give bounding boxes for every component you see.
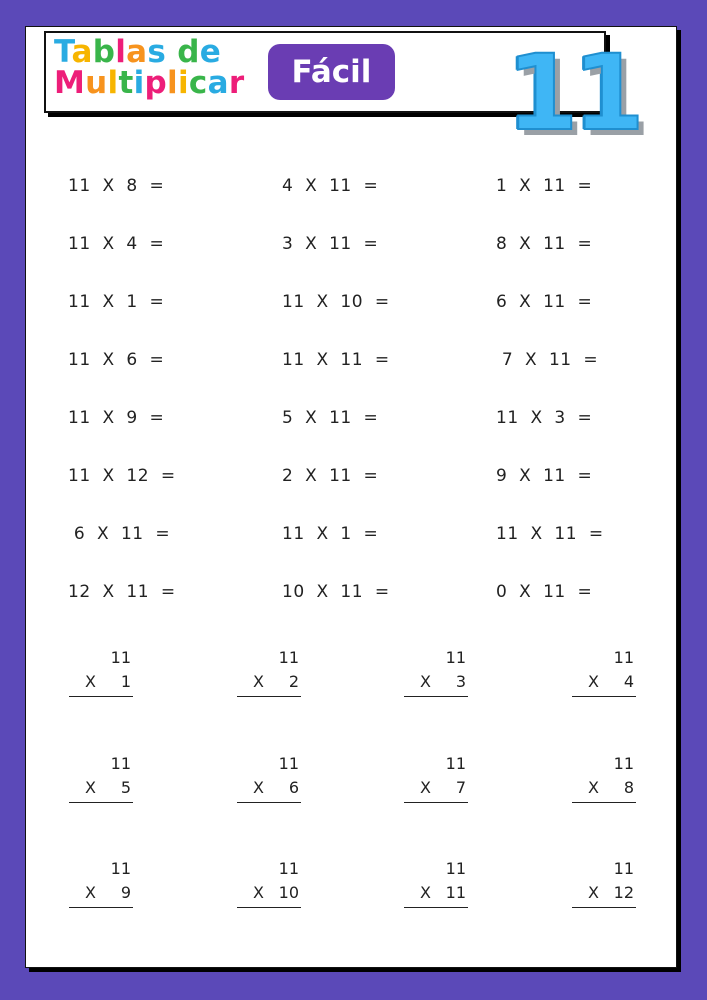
multiplicand: 11 [278,754,299,773]
difficulty-badge: Fácil [268,44,395,100]
title-letter: M [54,65,86,101]
vertical-problem [237,648,301,700]
multiplier: 5 [120,778,131,797]
answer-line [572,907,636,908]
vertical-problem [404,648,468,700]
multiplication-problem: 11 X 1 = [282,524,379,544]
worksheet-header [44,31,639,154]
times-sign: X [588,778,599,797]
vertical-problem [572,754,636,806]
vertical-problem [404,859,468,911]
times-sign: X [420,778,431,797]
multiplicand: 11 [613,648,634,667]
vertical-problem [237,754,301,806]
multiplication-problem: 11 X 1 = [68,292,165,312]
vertical-problem [69,859,133,911]
vertical-problem [237,859,301,911]
multiplication-problem: 11 X 9 = [68,408,165,428]
multiplication-problem: 7 X 11 = [496,350,599,370]
answer-line [237,696,301,697]
title-letter: p [144,65,168,101]
answer-line [237,907,301,908]
multiplication-problem: 6 X 11 = [496,292,593,312]
multiplicand: 11 [445,754,466,773]
vertical-problem [572,859,636,911]
times-sign: X [253,883,264,902]
multiplier: 10 [278,883,299,902]
multiplier: 1 [120,672,131,691]
title-letter: l [107,65,119,101]
multiplier: 9 [120,883,131,902]
vertical-problem [572,648,636,700]
answer-line [404,802,468,803]
title-letter: i [177,65,189,101]
title-letter: l [115,34,127,70]
multiplicand: 11 [445,859,466,878]
multiplication-problem: 11 X 4 = [68,234,165,254]
multiplication-problem: 6 X 11 = [68,524,171,544]
multiplication-problem: 10 X 11 = [282,582,390,602]
answer-line [69,696,133,697]
multiplication-problem: 4 X 11 = [282,176,379,196]
multiplication-problem: 11 X 10 = [282,292,390,312]
multiplicand: 11 [278,859,299,878]
multiplication-problem: 9 X 11 = [496,466,593,486]
answer-line [404,907,468,908]
multiplicand: 11 [613,859,634,878]
title-letter: T [54,34,72,70]
vertical-problem [69,754,133,806]
title-letter: a [207,65,229,101]
times-sign: X [420,883,431,902]
times-sign: X [253,778,264,797]
times-sign: X [85,778,96,797]
title-line-1 [54,34,244,70]
multiplication-problem: 3 X 11 = [282,234,379,254]
multiplier: 11 [445,883,466,902]
multiplier: 4 [623,672,634,691]
worksheet-title [54,34,245,101]
table-number: 11 [506,32,639,154]
answer-line [572,696,636,697]
title-letter: a [71,34,93,70]
vertical-problem [69,648,133,700]
multiplication-problem: 1 X 11 = [496,176,593,196]
multiplication-problem: 2 X 11 = [282,466,379,486]
title-line-2 [54,65,245,101]
answer-line [69,907,133,908]
title-letter: b [92,34,116,70]
times-sign: X [85,883,96,902]
multiplication-problem: 12 X 11 = [68,582,176,602]
multiplication-problem: 11 X 11 = [496,524,604,544]
multiplier: 12 [613,883,634,902]
answer-line [572,802,636,803]
worksheet-page [25,26,677,968]
title-letter: s [147,34,167,70]
times-sign: X [588,672,599,691]
answer-line [237,802,301,803]
title-letter: e [199,34,222,70]
title-letter: i [133,65,145,101]
multiplication-problem: 11 X 6 = [68,350,165,370]
multiplicand: 11 [110,754,131,773]
title-letter: c [188,65,208,101]
multiplier: 3 [455,672,466,691]
title-letter: t [118,65,134,101]
multiplication-problem: 0 X 11 = [496,582,593,602]
title-letter: u [85,65,108,101]
times-sign: X [253,672,264,691]
multiplication-problem: 5 X 11 = [282,408,379,428]
multiplicand: 11 [278,648,299,667]
multiplication-problem: 8 X 11 = [496,234,593,254]
multiplier: 2 [288,672,299,691]
multiplier: 6 [288,778,299,797]
multiplication-problem: 11 X 11 = [282,350,390,370]
answer-line [404,696,468,697]
times-sign: X [588,883,599,902]
title-letter: r [228,65,245,101]
multiplicand: 11 [613,754,634,773]
title-letter: d [177,34,200,70]
title-letter: a [126,34,148,70]
vertical-problem [404,754,468,806]
title-letter: l [167,65,178,101]
multiplication-problem: 11 X 12 = [68,466,176,486]
multiplication-problem: 11 X 3 = [496,408,593,428]
multiplicand: 11 [445,648,466,667]
times-sign: X [85,672,96,691]
multiplication-problem: 11 X 8 = [68,176,165,196]
multiplier: 7 [455,778,466,797]
multiplicand: 11 [110,859,131,878]
multiplier: 8 [623,778,634,797]
answer-line [69,802,133,803]
times-sign: X [420,672,431,691]
multiplicand: 11 [110,648,131,667]
